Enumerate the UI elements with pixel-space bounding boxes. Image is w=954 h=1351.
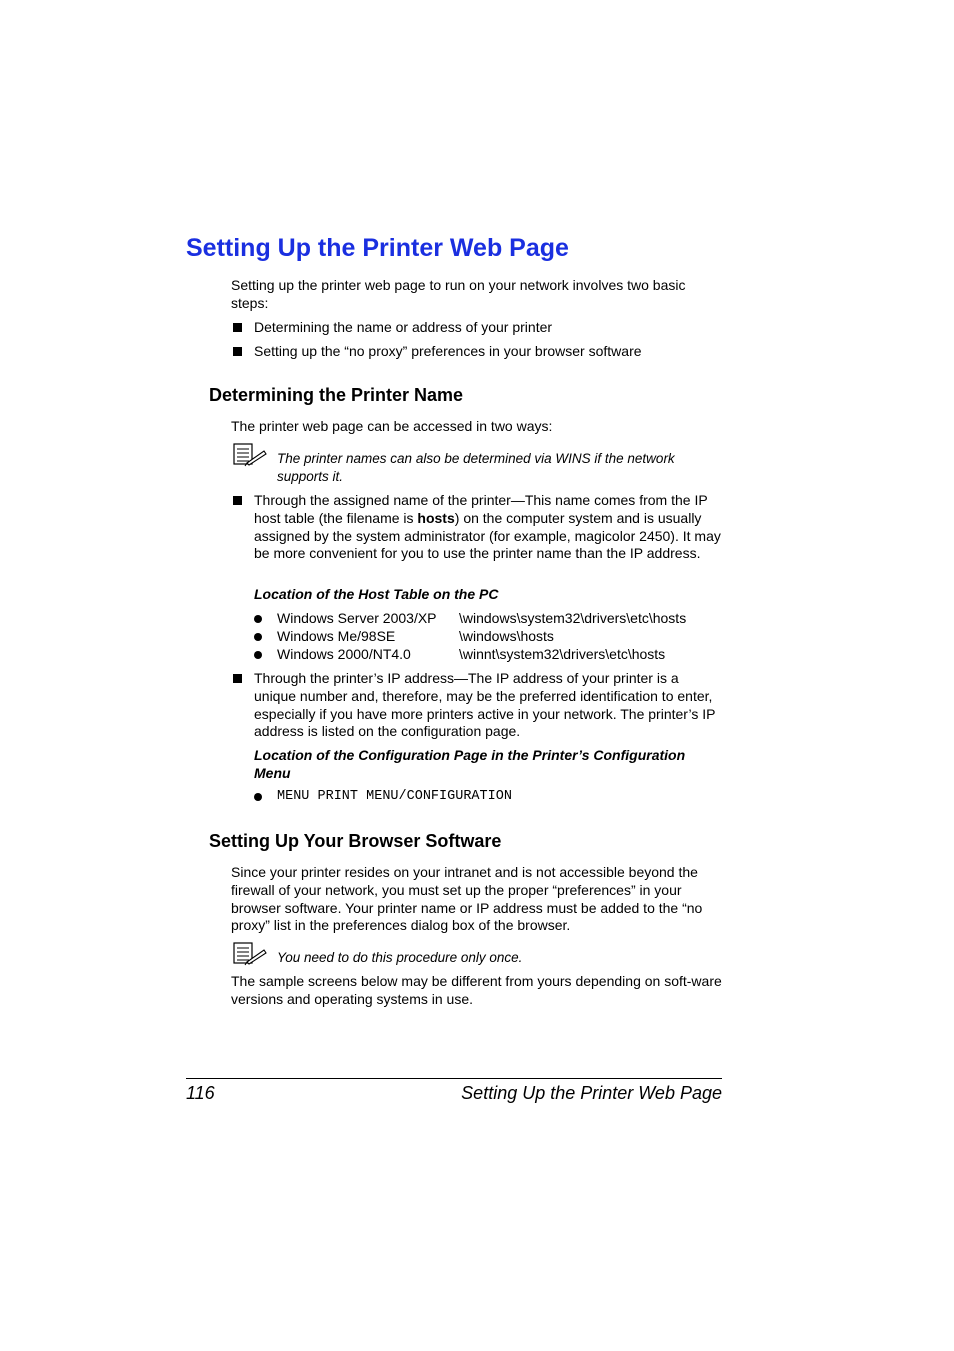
note-pencil-icon (233, 443, 267, 467)
host-os-1: Windows Server 2003/XP (277, 610, 437, 626)
config-page-heading: Location of the Configuration Page in the Printer’s Configuration Menu (254, 747, 686, 781)
config-menu-path: MENU PRINT MENU/CONFIGURATION (277, 789, 512, 804)
intro-bullet-2: Setting up the “no proxy” preferences in your browser software (254, 343, 642, 359)
running-title: Setting Up the Printer Web Page (461, 1083, 722, 1103)
footer-rule (186, 1078, 722, 1079)
page-title: Setting Up the Printer Web Page (186, 234, 569, 262)
host-os-2: Windows Me/98SE (277, 628, 396, 644)
host-path-1: \windows\system32\drivers\etc\hosts (459, 610, 687, 626)
host-os-3: Windows 2000/NT4.0 (277, 646, 411, 662)
bullet-dot (254, 793, 262, 801)
note-procedure-once: You need to do this procedure only once. (277, 950, 523, 965)
bullet-square (233, 496, 242, 505)
bullet-dot (254, 633, 262, 641)
section1-lead: The printer web page can be accessed in two ways: (231, 418, 553, 434)
section-heading-browser: Setting Up Your Browser Software (209, 831, 502, 851)
section-heading-printer-name: Determining the Printer Name (209, 385, 464, 405)
bullet-square (233, 347, 242, 356)
page-number: 116 (186, 1083, 215, 1103)
bullet-dot (254, 651, 262, 659)
bullet-dot (254, 615, 262, 623)
note-wins: The printer names can also be determined via WINS if the network supports it. (277, 451, 675, 484)
section2-paragraph-2: The sample screens below may be different from yours depending on soft-ware versions and operating systems in use. (231, 973, 722, 1007)
host-path-2: \windows\hosts (459, 628, 554, 644)
note-pencil-icon (233, 942, 267, 966)
bullet-assigned-name: Through the assigned name of the printer—This name comes from the IP host table (the filename is hosts) on the computer system and is usually assigned by the system administrator (for example, magicolor 2450). It may be more convenient for you to use the printer name than the IP address. (254, 492, 721, 562)
host-table-heading: Location of the Host Table on the PC (254, 586, 499, 602)
bullet-ip-address: Through the printer’s IP address—The IP address of your printer is a unique number and, therefore, may be the preferred identification to enter, especially if you have more printers active in your network. The printer’s IP address is listed on the configuration page. (254, 670, 716, 740)
intro-bullet-1: Determining the name or address of your printer (254, 319, 553, 335)
bullet-square (233, 674, 242, 683)
intro-paragraph: Setting up the printer web page to run on your network involves two basic steps: (231, 277, 686, 311)
section2-paragraph: Since your printer resides on your intranet and is not accessible beyond the firewall of your network, you must set up the proper “preferences” in your browser software. Your printer name or IP address must be added to the “no proxy” list in the preferences dialog box of the browser. (231, 864, 703, 934)
bullet-square (233, 323, 242, 332)
host-path-3: \winnt\system32\drivers\etc\hosts (459, 646, 666, 662)
